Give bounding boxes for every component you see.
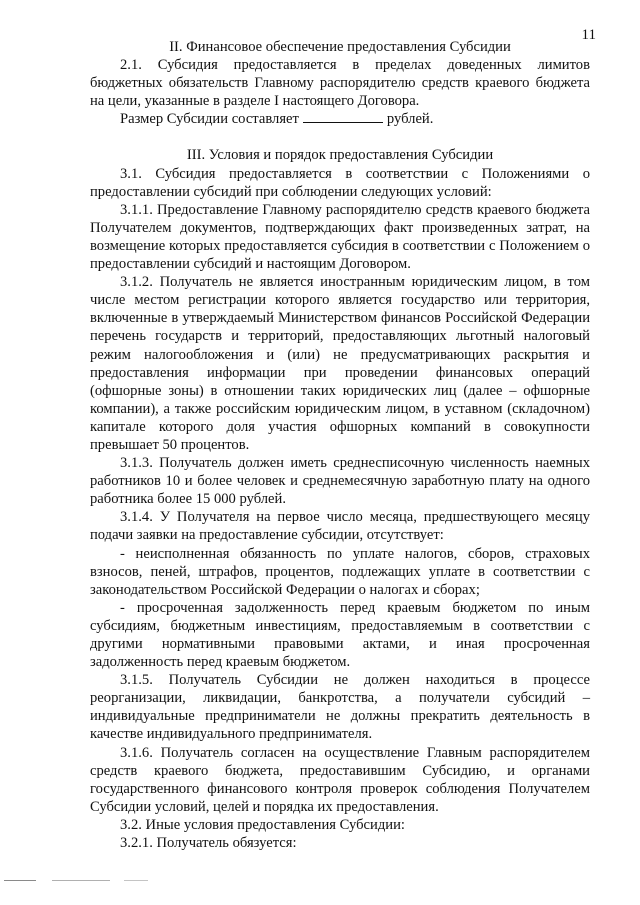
paragraph-3-1-1: 3.1.1. Предоставление Главному распорядителю средств краевого бюджета Получателем документов, подтверждающих факт произведенных затрат, на возмещение которых предоставляется субсидия в соответствии с Положением о предоставлении субсидий и настоящим Договором. — [90, 201, 590, 273]
subsidy-amount-line — [90, 110, 590, 128]
section-3-heading: III. Условия и порядок предоставления Субсидии — [186, 147, 494, 164]
page-number: 11 — [581, 27, 596, 43]
bullet-unpaid-obligations: - неисполненная обязанность по уплате налогов, сборов, страховых взносов, пеней, штрафов, процентов, подлежащих уплате в соответствии с законодательством Российской Федерации о налогах и сборах; — [90, 545, 590, 598]
bullet-overdue-debt: - просроченная задолженность перед краевым бюджетом по иным субсидиям, бюджетным инвестициям, предоставляемым в соответствии с другими нормативными правовыми актами, и иная просроченная задолженность перед краевым бюджетом. — [90, 599, 590, 671]
paragraph-3-1-5: 3.1.5. Получатель Субсидии не должен находиться в процессе реорганизации, ликвидации, банкротства, а получатели субсидий – индивидуальные предприниматели не должны прекратить деятельность в качестве индивидуального предпринимателя. — [90, 672, 590, 743]
paragraph-3-1-4: 3.1.4. У Получателя на первое число месяца, предшествующего месяцу подачи заявки на предоставление субсидии, отсутствует: — [90, 509, 590, 544]
paragraph-3-2: 3.2. Иные условия предоставления Субсидии: — [120, 816, 405, 833]
paragraph-3-1-3: 3.1.3. Получатель должен иметь среднесписочную численность наемных работников 10 и более человек и среднемесячную заработную плату на одного работника более 15 000 рублей. — [90, 455, 590, 508]
subsidy-amount-suffix: рублей. — [386, 111, 434, 128]
scan-artifact-line — [4, 880, 36, 881]
section-2-heading: II. Финансовое обеспечение предоставления Субсидии — [169, 39, 511, 55]
document-body — [90, 38, 590, 852]
paragraph-3-1-2: 3.1.2. Получатель не является иностранным юридическим лицом, в том числе местом регистрации которого является государство или территория, включенные в утверждаемый Министерством финансов Российской Федерации перечень государств и территорий, предоставляющих льготный налоговый режим налогообложения и (или) не предусматривающих раскрытия и предоставления информации при проведении финансовых операций (офшорные зоны) в отношении таких юридических лиц (далее – офшорные компании), а также российским юридическим лицом, в уставном (складочном) капитале которого доля участия офшорных компаний в совокупности превышает 50 процентов. — [90, 274, 590, 453]
paragraph-3-1-6: 3.1.6. Получатель согласен на осуществление Главным распорядителем средств краевого бюджета, предоставившим Субсидию, и органами государственного финансового контроля проверок соблюдения Получателем Субсидии условий, целей и порядка их предоставления. — [90, 744, 590, 815]
paragraph-3-2-1: 3.2.1. Получатель обязуется: — [120, 835, 297, 852]
paragraph-3-1: 3.1. Субсидия предоставляется в соответствии с Положениями о предоставлении субсидий при соблюдении следующих условий: — [90, 165, 590, 200]
subsidy-amount-prefix: Размер Субсидии составляет — [120, 111, 299, 128]
scan-artifact-line — [124, 880, 148, 881]
scan-artifact-line — [52, 880, 110, 881]
subsidy-amount-blank — [303, 110, 383, 123]
paragraph-2-1: 2.1. Субсидия предоставляется в пределах доведенных лимитов бюджетных обязательств Главному распорядителю средств краевого бюджета на цели, указанные в разделе I настоящего Договора. — [90, 57, 590, 110]
